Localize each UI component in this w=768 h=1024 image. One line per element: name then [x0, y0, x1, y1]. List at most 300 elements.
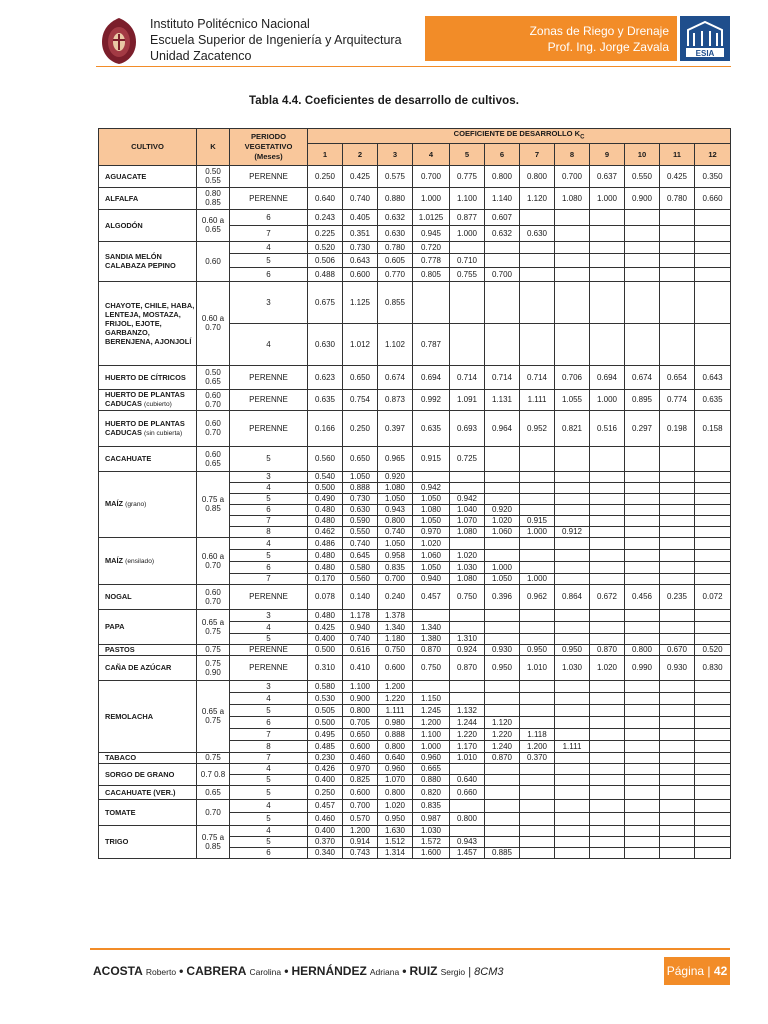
coefficient-cell — [450, 763, 485, 774]
table-row — [99, 165, 731, 187]
coefficient-cell: 0.987 — [413, 812, 450, 825]
coefficient-cell: 0.800 — [520, 165, 555, 187]
group-code: 8CM3 — [474, 966, 504, 978]
table-body — [99, 165, 731, 858]
k-cell: 0.60 — [197, 241, 230, 281]
coefficient-cell: 1.000 — [520, 526, 555, 537]
coefficient-cell: 0.370 — [308, 836, 343, 847]
coefficient-cell — [450, 692, 485, 704]
coefficient-cell: 1.314 — [378, 847, 413, 858]
coefficient-cell — [660, 836, 695, 847]
coefficient-cell — [520, 785, 555, 799]
coefficient-cell: 1.080 — [555, 187, 590, 209]
coefficient-cell: 0.340 — [308, 847, 343, 858]
periodo-cell: 8 — [230, 740, 308, 752]
coefficient-cell — [590, 633, 625, 644]
crop-name: CHAYOTE, CHILE, HABA, LENTEJA, MOSTAZA, FRIJOL, EJOTE, GARBANZO, BERENJENA, AJONJOLÍ — [105, 300, 195, 346]
coefficient-cell: 1.220 — [378, 692, 413, 704]
coefficient-cell: 0.457 — [413, 584, 450, 609]
coefficient-cell — [485, 785, 520, 799]
coefficient-cell — [590, 446, 625, 471]
coefficient-cell — [555, 763, 590, 774]
coefficient-cell: 1.150 — [413, 692, 450, 704]
table-row — [99, 584, 731, 609]
coefficient-cell: 0.990 — [625, 655, 660, 680]
coefficient-cell — [660, 323, 695, 365]
coefficient-cell — [590, 609, 625, 621]
coefficient-cell — [625, 515, 660, 526]
coefficient-cell: 0.643 — [695, 365, 731, 389]
coefficient-cell: 0.835 — [378, 561, 413, 573]
coefficient-cell — [660, 471, 695, 482]
coefficient-cell — [660, 774, 695, 785]
coefficient-cell: 1.050 — [343, 471, 378, 482]
periodo-cell: 4 — [230, 537, 308, 549]
coefficient-cell: 0.964 — [485, 410, 520, 446]
header-periodo: PERIODO VEGETATIVO (Meses) — [230, 129, 308, 166]
table-row — [99, 799, 731, 812]
coefficient-cell — [695, 537, 731, 549]
coefficient-cell: 0.250 — [343, 410, 378, 446]
crop-name: TRIGO — [105, 837, 129, 847]
authors-line: ACOSTA Roberto • CABRERA Carolina • HERNÁNDEZ Adriana • RUIZ Sergio | 8CM3 — [93, 964, 504, 978]
crop-name-cell — [99, 365, 197, 389]
table-row — [99, 471, 731, 482]
coefficient-cell — [660, 573, 695, 584]
coefficient-cell: 0.754 — [343, 389, 378, 410]
coefficient-cell — [660, 752, 695, 763]
periodo-cell: PERENNE — [230, 655, 308, 680]
coefficient-cell: 0.950 — [378, 812, 413, 825]
coefficient-cell — [555, 573, 590, 584]
coefficient-cell — [520, 847, 555, 858]
coefficient-cell — [520, 680, 555, 692]
coefficient-cell — [520, 704, 555, 716]
author-surname: ACOSTA — [93, 964, 143, 978]
coefficient-cell: 1.245 — [413, 704, 450, 716]
coefficient-cell — [625, 267, 660, 281]
coefficient-cell — [485, 825, 520, 836]
coefficient-cell: 1.000 — [590, 187, 625, 209]
coefficient-cell — [520, 633, 555, 644]
author-surname: RUIZ — [409, 964, 438, 978]
coefficient-cell — [555, 774, 590, 785]
coefficient-cell — [695, 847, 731, 858]
coefficient-cell: 0.835 — [413, 799, 450, 812]
coefficient-cell — [555, 323, 590, 365]
coefficient-cell — [695, 515, 731, 526]
coefficient-cell: 0.243 — [308, 209, 343, 225]
coefficient-cell — [625, 323, 660, 365]
coefficient-cell: 1.000 — [520, 573, 555, 584]
periodo-cell: 4 — [230, 482, 308, 493]
coefficient-cell: 1.091 — [450, 389, 485, 410]
author-separator: • — [284, 964, 289, 978]
coefficient-cell — [625, 680, 660, 692]
coefficient-cell — [695, 740, 731, 752]
coefficient-cell — [695, 825, 731, 836]
coefficient-cell: 0.970 — [343, 763, 378, 774]
coefficient-cell: 0.950 — [520, 644, 555, 655]
coefficient-cell: 0.570 — [343, 812, 378, 825]
k-cell: 0.7 0.8 — [197, 763, 230, 785]
coefficient-cell: 1.100 — [413, 728, 450, 740]
coefficient-cell — [590, 836, 625, 847]
page-label: Página | — [666, 964, 711, 978]
coefficient-cell — [555, 471, 590, 482]
coefficient-cell: 0.821 — [555, 410, 590, 446]
crop-name-cell — [99, 209, 197, 241]
crop-name: MAÍZ — [105, 499, 124, 509]
coefficient-cell — [660, 526, 695, 537]
coefficient-cell: 1.310 — [450, 633, 485, 644]
coefficient-cell: 1.050 — [413, 493, 450, 504]
periodo-cell: PERENNE — [230, 644, 308, 655]
coefficient-cell: 0.660 — [450, 785, 485, 799]
coefficient-cell: 0.645 — [343, 549, 378, 561]
coefficient-cell — [695, 504, 731, 515]
k-cell: 0.60 a 0.70 — [197, 281, 230, 365]
periodo-cell: 6 — [230, 267, 308, 281]
k-cell: 0.75 0.90 — [197, 655, 230, 680]
header-month: 8 — [555, 143, 590, 165]
coefficient-cell: 0.400 — [308, 774, 343, 785]
coefficient-cell — [555, 515, 590, 526]
coefficient-cell — [520, 504, 555, 515]
coefficient-cell — [625, 241, 660, 253]
coefficient-cell — [485, 680, 520, 692]
coefficient-cell: 1.512 — [378, 836, 413, 847]
coefficient-cell: 0.235 — [660, 584, 695, 609]
table-row — [99, 785, 731, 799]
coefficient-cell: 0.580 — [308, 680, 343, 692]
coefficient-cell: 0.720 — [413, 241, 450, 253]
coefficient-cell: 0.460 — [308, 812, 343, 825]
coefficient-cell — [520, 281, 555, 323]
coefficient-cell: 0.914 — [343, 836, 378, 847]
coefficient-cell — [660, 763, 695, 774]
coefficient-cell — [590, 716, 625, 728]
coefficient-cell: 1.100 — [343, 680, 378, 692]
coefficient-cell: 0.870 — [450, 655, 485, 680]
k-cell: 0.50 0.65 — [197, 365, 230, 389]
coefficient-cell: 0.166 — [308, 410, 343, 446]
coefficient-cell: 0.880 — [413, 774, 450, 785]
crop-name-cell — [99, 187, 197, 209]
crop-name-cell — [99, 241, 197, 281]
coefficient-cell — [695, 281, 731, 323]
header-coeficiente — [308, 129, 731, 144]
coefficient-cell — [660, 515, 695, 526]
coefficient-cell — [450, 241, 485, 253]
coefficient-cell — [520, 812, 555, 825]
coefficient-cell: 0.800 — [625, 644, 660, 655]
coefficient-cell — [520, 471, 555, 482]
coefficient-cell — [450, 323, 485, 365]
coefficient-cell — [520, 323, 555, 365]
coefficient-cell — [660, 740, 695, 752]
school-name: Escuela Superior de Ingeniería y Arquitectura — [150, 33, 402, 47]
coefficient-cell: 0.310 — [308, 655, 343, 680]
coefficient-cell: 0.714 — [520, 365, 555, 389]
table-row — [99, 446, 731, 471]
periodo-cell: 4 — [230, 692, 308, 704]
coefficient-cell: 0.590 — [343, 515, 378, 526]
coefficient-cell — [695, 209, 731, 225]
coefficient-cell: 1.020 — [378, 799, 413, 812]
coefficient-cell — [660, 241, 695, 253]
coefficient-cell: 0.230 — [308, 752, 343, 763]
coefficient-cell — [590, 740, 625, 752]
coefficient-cell: 0.920 — [485, 504, 520, 515]
coefficient-cell: 0.800 — [378, 515, 413, 526]
page-number: 42 — [713, 964, 728, 978]
coefficient-cell — [590, 225, 625, 241]
coefficient-cell: 0.943 — [378, 504, 413, 515]
header-k: K — [197, 129, 230, 166]
coefficient-cell — [625, 740, 660, 752]
coefficient-cell — [625, 526, 660, 537]
periodo-cell: 7 — [230, 752, 308, 763]
crop-name-cell — [99, 165, 197, 187]
coefficient-cell — [590, 281, 625, 323]
coefficient-cell: 0.750 — [450, 584, 485, 609]
coefficient-cell — [413, 680, 450, 692]
coefficient-cell: 0.700 — [378, 573, 413, 584]
coefficient-cell — [660, 537, 695, 549]
coefficient-cell — [625, 573, 660, 584]
coefficient-cell: 1.030 — [413, 825, 450, 836]
coefficient-cell: 0.714 — [450, 365, 485, 389]
periodo-cell: 4 — [230, 241, 308, 253]
coefficient-cell: 0.600 — [378, 655, 413, 680]
coefficient-cell: 0.900 — [343, 692, 378, 704]
coefficient-cell: 0.870 — [485, 752, 520, 763]
coefficient-cell — [625, 482, 660, 493]
coefficient-cell — [590, 573, 625, 584]
coefficient-cell: 0.992 — [413, 389, 450, 410]
coefficient-cell: 0.396 — [485, 584, 520, 609]
coefficient-cell: 0.800 — [485, 165, 520, 187]
coefficient-cell: 0.706 — [555, 365, 590, 389]
coefficient-cell: 0.530 — [308, 692, 343, 704]
coefficient-cell — [520, 774, 555, 785]
coefficient-cell — [485, 836, 520, 847]
table-row — [99, 644, 731, 655]
institution-name: Instituto Politécnico Nacional — [150, 17, 310, 31]
coefficient-cell: 0.912 — [555, 526, 590, 537]
coefficient-cell: 0.650 — [343, 365, 378, 389]
periodo-cell: 4 — [230, 825, 308, 836]
coefficient-cell: 1.080 — [378, 482, 413, 493]
coefficient-cell: 0.694 — [413, 365, 450, 389]
coefficient-cell: 0.630 — [343, 504, 378, 515]
k-cell: 0.60 0.65 — [197, 446, 230, 471]
coefficient-cell — [555, 504, 590, 515]
coefficient-cell: 0.665 — [413, 763, 450, 774]
coefficient-cell: 1.118 — [520, 728, 555, 740]
coefficient-cell: 1.378 — [378, 609, 413, 621]
header-month: 6 — [485, 143, 520, 165]
coefficient-cell — [555, 836, 590, 847]
table-row — [99, 209, 731, 225]
coefficient-cell: 0.942 — [413, 482, 450, 493]
coefficient-cell: 0.888 — [343, 482, 378, 493]
coefficient-cell — [660, 621, 695, 633]
coefficient-cell: 1.020 — [485, 515, 520, 526]
crop-name-cell — [99, 410, 197, 446]
table-row — [99, 187, 731, 209]
coefficient-cell: 0.540 — [308, 471, 343, 482]
author-given-name: Carolina — [249, 967, 282, 977]
coefficient-cell: 0.643 — [343, 253, 378, 267]
coefficient-cell: 0.240 — [378, 584, 413, 609]
header-month: 5 — [450, 143, 485, 165]
coefficient-cell: 0.740 — [378, 526, 413, 537]
author-given-name: Roberto — [145, 967, 177, 977]
k-cell: 0.50 0.55 — [197, 165, 230, 187]
coefficient-cell: 0.660 — [695, 187, 731, 209]
k-cell: 0.65 a 0.75 — [197, 680, 230, 752]
periodo-cell: PERENNE — [230, 365, 308, 389]
esia-logo-icon — [680, 16, 730, 61]
periodo-cell: 6 — [230, 504, 308, 515]
crop-coefficient-table — [98, 128, 731, 859]
coefficient-cell — [625, 633, 660, 644]
coefficient-cell — [695, 704, 731, 716]
coefficient-cell: 1.030 — [555, 655, 590, 680]
coefficient-cell: 0.485 — [308, 740, 343, 752]
coefficient-cell: 0.370 — [520, 752, 555, 763]
table-row — [99, 609, 731, 621]
coefficient-cell: 0.920 — [378, 471, 413, 482]
coefficient-cell: 0.943 — [450, 836, 485, 847]
coefficient-cell — [520, 253, 555, 267]
coefficient-cell — [520, 609, 555, 621]
coefficient-cell: 0.637 — [590, 165, 625, 187]
coefficient-cell — [695, 633, 731, 644]
coefficient-cell: 0.480 — [308, 549, 343, 561]
coefficient-cell — [555, 209, 590, 225]
coefficient-cell: 0.640 — [378, 752, 413, 763]
coefficient-cell — [485, 633, 520, 644]
coefficient-cell: 1.200 — [413, 716, 450, 728]
coefficient-cell — [450, 281, 485, 323]
coefficient-cell: 0.670 — [660, 644, 695, 655]
periodo-cell: 5 — [230, 704, 308, 716]
coefficient-cell — [660, 504, 695, 515]
coefficient-cell: 0.805 — [413, 267, 450, 281]
header-month: 9 — [590, 143, 625, 165]
crop-name: HUERTO DE PLANTAS CADUCAS — [105, 390, 185, 409]
coefficient-cell: 0.350 — [695, 165, 731, 187]
k-cell: 0.70 — [197, 799, 230, 825]
coefficient-cell — [695, 836, 731, 847]
coefficient-cell — [485, 323, 520, 365]
crop-name: ALFALFA — [105, 193, 139, 203]
k-cell: 0.75 — [197, 752, 230, 763]
crop-name-cell — [99, 584, 197, 609]
coefficient-cell — [520, 692, 555, 704]
coefficient-cell — [625, 225, 660, 241]
periodo-cell: 5 — [230, 774, 308, 785]
coefficient-cell: 0.490 — [308, 493, 343, 504]
header-divider — [96, 66, 731, 67]
coefficient-cell — [625, 621, 660, 633]
coefficient-cell — [590, 680, 625, 692]
coefficient-cell: 0.800 — [378, 740, 413, 752]
coefficient-cell — [660, 812, 695, 825]
coefficient-cell: 1.111 — [520, 389, 555, 410]
coefficient-cell — [450, 609, 485, 621]
coefficient-cell — [695, 225, 731, 241]
coefficient-cell: 0.970 — [413, 526, 450, 537]
coefficient-cell — [695, 812, 731, 825]
coefficient-cell: 0.730 — [343, 241, 378, 253]
coefficient-cell — [555, 825, 590, 836]
crop-name-cell — [99, 825, 197, 858]
coefficient-cell: 0.945 — [413, 225, 450, 241]
coefficient-cell: 0.725 — [450, 446, 485, 471]
coefficient-cell: 1.080 — [450, 573, 485, 584]
coefficient-cell — [485, 446, 520, 471]
coefficient-cell — [660, 225, 695, 241]
coefficient-cell — [695, 716, 731, 728]
coefficient-cell: 1.131 — [485, 389, 520, 410]
coefficient-cell — [660, 847, 695, 858]
coefficient-cell: 0.700 — [555, 165, 590, 187]
periodo-cell: 5 — [230, 785, 308, 799]
coefficient-cell — [695, 785, 731, 799]
k-cell: 0.65 — [197, 785, 230, 799]
coefficient-cell — [413, 281, 450, 323]
periodo-cell: 7 — [230, 515, 308, 526]
coefficient-cell: 0.960 — [378, 763, 413, 774]
coefficient-cell: 0.870 — [413, 644, 450, 655]
table-row — [99, 537, 731, 549]
coefficient-cell: 0.877 — [450, 209, 485, 225]
periodo-cell: PERENNE — [230, 389, 308, 410]
header-month: 1 — [308, 143, 343, 165]
coefficient-cell: 0.600 — [343, 740, 378, 752]
crop-name: ALGODÓN — [105, 220, 143, 230]
coefficient-cell: 0.950 — [485, 655, 520, 680]
coefficient-cell — [695, 267, 731, 281]
table-row — [99, 389, 731, 410]
coefficient-cell: 0.456 — [625, 584, 660, 609]
coefficient-cell — [590, 812, 625, 825]
coefficient-cell — [590, 621, 625, 633]
coefficient-cell: 0.755 — [450, 267, 485, 281]
coefficient-cell — [625, 716, 660, 728]
coefficient-cell — [625, 752, 660, 763]
k-cell: 0.60 0.70 — [197, 584, 230, 609]
periodo-cell: 7 — [230, 225, 308, 241]
coefficient-cell: 1.120 — [485, 716, 520, 728]
coefficient-cell: 1.457 — [450, 847, 485, 858]
coefficient-cell: 1.132 — [450, 704, 485, 716]
coefficient-cell: 0.675 — [308, 281, 343, 323]
coefficient-cell: 0.158 — [695, 410, 731, 446]
coefficient-cell — [520, 493, 555, 504]
crop-name-cell — [99, 680, 197, 752]
coefficient-cell — [660, 692, 695, 704]
footer-divider — [90, 948, 730, 950]
crop-name-cell — [99, 799, 197, 825]
crop-name: HUERTO DE PLANTAS CADUCAS — [105, 418, 185, 437]
coefficient-cell — [590, 847, 625, 858]
coefficient-cell: 0.820 — [413, 785, 450, 799]
